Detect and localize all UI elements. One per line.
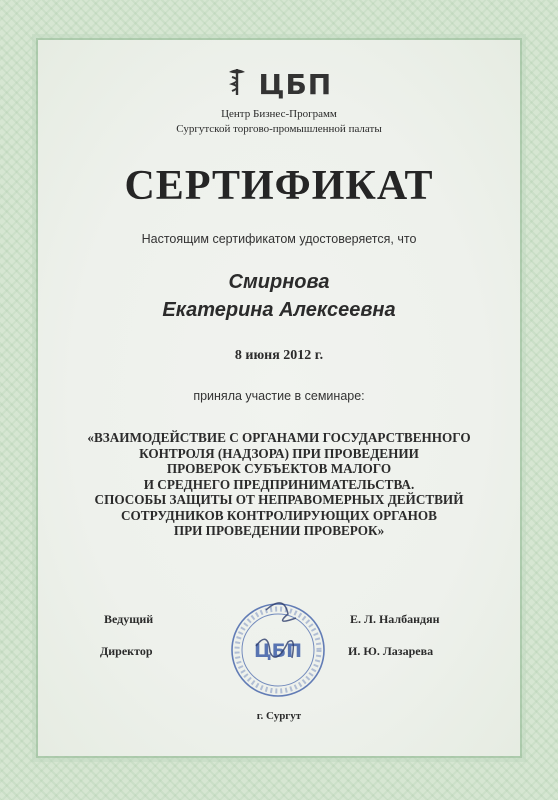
seminar-line: ПРОВЕРОК СУБЪЕКТОВ МАЛОГО (166, 461, 392, 476)
city-label: г. Сургут (256, 710, 302, 722)
recipient-surname: Смирнова (228, 271, 330, 293)
logo-text: ЦБП (258, 68, 333, 101)
seminar-line: СПОСОБЫ ЗАЩИТЫ ОТ НЕПРАВОМЕРНЫХ ДЕЙСТВИЙ (94, 492, 464, 507)
lead-label: Ведущий (104, 612, 154, 626)
seminar-line: СОТРУДНИКОВ КОНТРОЛИРУЮЩИХ ОРГАНОВ (121, 507, 437, 523)
seminar-line: ПРИ ПРОВЕДЕНИИ ПРОВЕРОК» (173, 523, 385, 538)
certificate-title: СЕРТИФИКАТ (124, 163, 434, 209)
official-stamp (226, 596, 330, 705)
cbp-logo (0, 66, 558, 103)
recipient-given-name: Екатерина Алексеевна (162, 299, 396, 321)
certificate-date: 8 июня 2012 г. (234, 348, 324, 363)
stamp-text: ЦБП (253, 640, 303, 662)
seminar-line: КОНТРОЛЯ (НАДЗОРА) ПРИ ПРОВЕДЕНИИ (139, 445, 419, 461)
seminar-line: И СРЕДНЕГО ПРЕДПРИНИМАТЕЛЬСТВА. (143, 476, 415, 492)
organization-name: Центр Бизнес-Программ (221, 108, 337, 120)
intro-text: Настоящим сертификатом удостоверяется, что (141, 232, 417, 246)
organization-chamber: Сургутской торгово-промышленной палаты (176, 123, 382, 135)
participation-text: приняла участие в семинаре: (193, 389, 365, 403)
caduceus-icon (226, 66, 248, 103)
seminar-title (0, 430, 558, 539)
lead-name: Е. Л. Налбандян (350, 612, 440, 626)
director-label: Директор (100, 644, 153, 658)
director-name: И. Ю. Лазарева (348, 644, 434, 658)
seminar-line: «ВЗАИМОДЕЙСТВИЕ С ОРГАНАМИ ГОСУДАРСТВЕННОГО (87, 430, 471, 445)
